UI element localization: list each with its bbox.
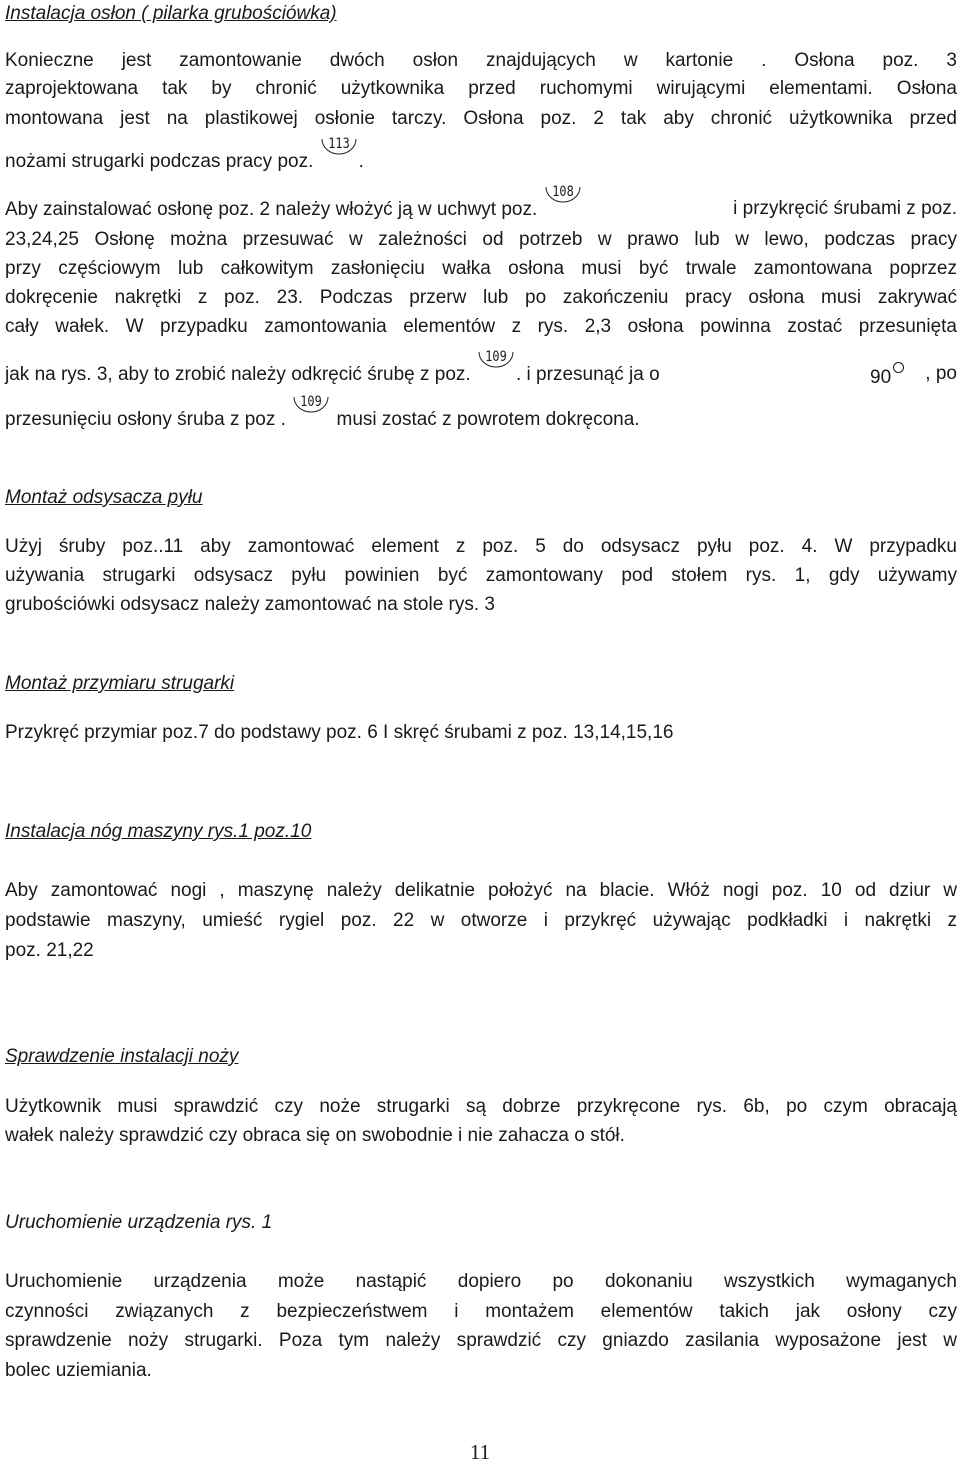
badge-number: 109 bbox=[300, 394, 322, 410]
paragraph-line bbox=[5, 136, 957, 175]
section-heading-fence: Montaż przymiaru strugarki bbox=[5, 673, 235, 694]
paragraph-line: czynności związanych z bezpieczeństwem i montażem elementów takich jak osłony czy bbox=[5, 1301, 957, 1322]
paragraph-line: używania strugarki odsysacz pyłu powinien być zamontowany pod stołem rys. 1, gdy używamy bbox=[5, 565, 957, 586]
section-heading-dust-extractor: Montaż odsysacza pyłu bbox=[5, 487, 203, 508]
section-heading-startup: Uruchomienie urządzenia rys. 1 bbox=[5, 1212, 273, 1233]
text-fragment: , po bbox=[925, 363, 957, 384]
section-heading-knives: Sprawdzenie instalacji noży bbox=[5, 1046, 239, 1067]
paragraph-line: Użyj śruby poz..11 aby zamontować element z poz. 5 do odsysacz pyłu poz. 4. W przypadku bbox=[5, 536, 957, 557]
degree-icon bbox=[893, 362, 904, 373]
paragraph-line: Uruchomienie urządzenia może nastąpić dopiero po dokonaniu wszystkich wymaganych bbox=[5, 1271, 957, 1292]
text-fragment: . bbox=[358, 151, 364, 173]
text-fragment: musi zostać z powrotem dokręcona. bbox=[336, 409, 640, 431]
section-heading-guards: Instalacja osłon ( pilarka grubościówka) bbox=[5, 3, 337, 24]
angle-value: 90 bbox=[870, 362, 904, 390]
text-fragment: i przykręcić śrubami z poz. bbox=[733, 198, 957, 219]
paragraph-line: montowana jest na plastikowej osłonie tarczy. Osłona poz. 2 tak aby chronić użytkownika przed bbox=[5, 108, 957, 129]
paragraph-line: wałek należy sprawdzić czy obraca się on swobodnie i nie zahacza o stół. bbox=[5, 1125, 625, 1146]
badge-number: 109 bbox=[485, 349, 507, 365]
badge-number: 113 bbox=[327, 136, 350, 152]
text-fragment: . i przesunąć ja o bbox=[516, 364, 660, 386]
paragraph-line bbox=[5, 349, 957, 388]
paragraph-line bbox=[5, 184, 957, 223]
paragraph-line: Konieczne jest zamontowanie dwóch osłon znajdujących w kartonie . Osłona poz. 3 bbox=[5, 50, 957, 71]
paragraph-line: Przykręć przymiar poz.7 do podstawy poz. 6 I skręć śrubami z poz. 13,14,15,16 bbox=[5, 722, 674, 743]
paragraph-line: dokręcenie nakrętki z poz. 23. Podczas przerw lub po zakończeniu pracy osłona musi zakrywać bbox=[5, 287, 957, 308]
paragraph-line: grubościówki odsysacz należy zamontować na stole rys. 3 bbox=[5, 594, 496, 615]
part-number-badge bbox=[544, 184, 582, 223]
part-number-badge bbox=[292, 394, 330, 433]
paragraph-line: przy częściowym lub całkowitym zasłonięciu wałka osłona musi być trwale zamontowana poprzez bbox=[5, 258, 957, 279]
paragraph-line bbox=[5, 394, 957, 433]
paragraph-line: podstawie maszyny, umieść rygiel poz. 22 w otworze i przykręć używając podkładki i nakrętki z bbox=[5, 910, 957, 931]
text-fragment: Aby zainstalować osłonę poz. 2 należy włożyć ją w uchwyt poz. bbox=[5, 199, 538, 221]
paragraph-line: Użytkownik musi sprawdzić czy noże strugarki są dobrze przykręcone rys. 6b, po czym obracają bbox=[5, 1096, 957, 1117]
paragraph-line: Aby zamontować nogi , maszynę należy delikatnie położyć na blacie. Włóż nogi poz. 10 od dziur w bbox=[5, 880, 957, 901]
paragraph-line: cały wałek. W przypadku zamontowania elementów z rys. 2,3 osłona powinna zostać przesunięta bbox=[5, 316, 957, 337]
paragraph-line: bolec uziemiania. bbox=[5, 1360, 152, 1381]
section-heading-legs: Instalacja nóg maszyny rys.1 poz.10 bbox=[5, 821, 312, 842]
paragraph-line: 23,24,25 Osłonę można przesuwać w zależności od potrzeb w prawo lub w lewo, podczas pracy bbox=[5, 229, 957, 250]
text-fragment: przesunięciu osłony śruba z poz . bbox=[5, 409, 286, 431]
paragraph-line: zaprojektowana tak by chronić użytkownika przed ruchomymi wirującymi elementami. Osłona bbox=[5, 78, 957, 99]
text-fragment: nożami strugarki podczas pracy poz. bbox=[5, 151, 314, 173]
paragraph-line: sprawdzenie noży strugarki. Poza tym należy sprawdzić czy gniazdo zasilania wyposażone jest w bbox=[5, 1330, 957, 1351]
badge-number: 108 bbox=[551, 184, 574, 200]
part-number-badge bbox=[320, 136, 358, 175]
text-fragment: jak na rys. 3, aby to zrobić należy odkręcić śrubę z poz. bbox=[5, 364, 471, 386]
paragraph-line: poz. 21,22 bbox=[5, 940, 94, 961]
part-number-badge bbox=[477, 349, 515, 388]
page-number: 11 bbox=[469, 1440, 491, 1464]
